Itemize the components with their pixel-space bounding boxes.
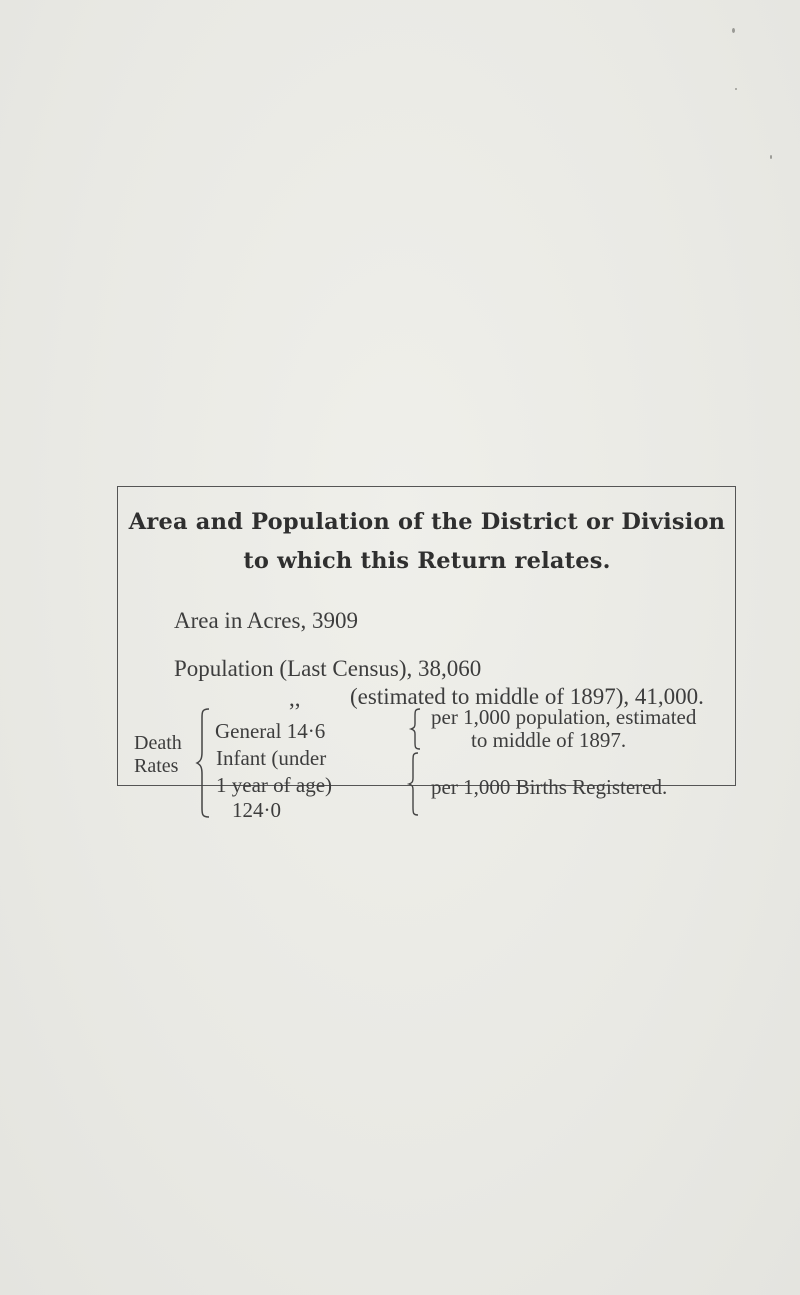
general-death-rate: General 14·6	[215, 719, 326, 743]
death-rates-label-line2: Rates	[134, 755, 179, 777]
section-heading-line2: to which this Return relates.	[243, 548, 611, 574]
general-rate-note-line1: per 1,000 population, estimated	[431, 705, 697, 729]
section-heading-line1: Area and Population of the District or Division	[128, 509, 726, 535]
infant-rate-note: per 1,000 Births Registered.	[431, 775, 668, 799]
paper-speck	[732, 28, 735, 33]
general-rate-note-line2: to middle of 1897.	[471, 728, 627, 752]
population-census: Population (Last Census), 38,060	[174, 656, 482, 681]
paper-speck	[770, 155, 772, 159]
infant-label-line2: 1 year of age)	[216, 773, 333, 797]
frame-top-rule	[118, 486, 736, 487]
ditto-mark: ,,	[289, 686, 301, 711]
infant-death-rate: 124·0	[232, 798, 281, 822]
general-note-brace	[410, 708, 422, 750]
population-estimated: (estimated to middle of 1897), 41,000.	[350, 684, 704, 709]
infant-label-line1: Infant (under	[216, 746, 327, 770]
paper-speck	[735, 88, 737, 90]
death-rates-label-line1: Death	[134, 732, 182, 754]
infant-note-brace	[408, 752, 420, 816]
death-rates-brace	[196, 708, 212, 818]
death-rates-label	[134, 732, 182, 778]
area-in-acres: Area in Acres, 3909	[174, 608, 358, 633]
